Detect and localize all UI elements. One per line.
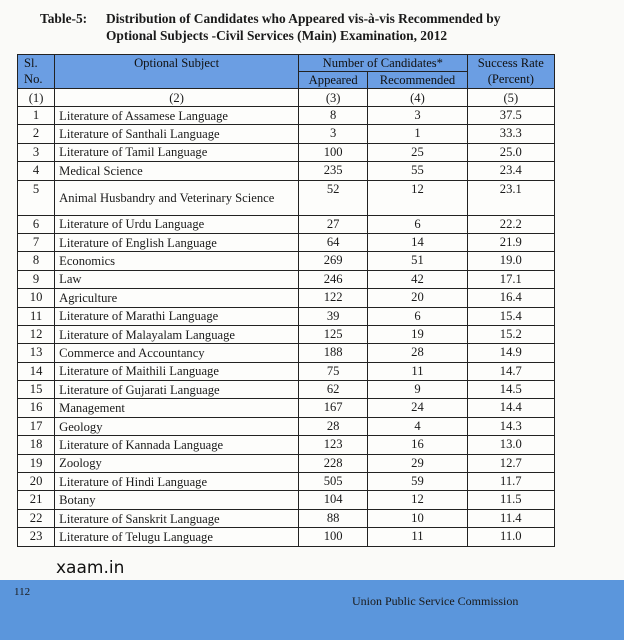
table-row xyxy=(18,381,555,399)
cell-appeared: 8 xyxy=(299,107,368,125)
cell-recommended: 25 xyxy=(368,143,467,161)
distribution-table xyxy=(17,54,555,547)
cell-success-rate: 16.4 xyxy=(467,289,554,307)
cell-recommended: 55 xyxy=(368,162,467,180)
cell-subject: Zoology xyxy=(55,454,299,472)
table-row xyxy=(18,509,555,527)
table-caption xyxy=(40,10,600,44)
header-success-rate: Success Rate (Percent) xyxy=(467,55,554,89)
cell-recommended: 20 xyxy=(368,289,467,307)
cell-appeared: 64 xyxy=(299,233,368,251)
page-number: 112 xyxy=(14,586,31,598)
table-row xyxy=(18,252,555,270)
table-row xyxy=(18,125,555,143)
cell-sl-no: 21 xyxy=(18,491,55,509)
cell-subject: Economics xyxy=(55,252,299,270)
cell-subject: Literature of Santhali Language xyxy=(55,125,299,143)
table-row xyxy=(18,362,555,380)
cell-appeared: 505 xyxy=(299,473,368,491)
cell-sl-no: 22 xyxy=(18,509,55,527)
table-row xyxy=(18,344,555,362)
cell-sl-no: 10 xyxy=(18,289,55,307)
cell-appeared: 3 xyxy=(299,125,368,143)
cell-sl-no: 6 xyxy=(18,215,55,233)
cell-success-rate: 25.0 xyxy=(467,143,554,161)
cell-appeared: 123 xyxy=(299,436,368,454)
cell-recommended: 11 xyxy=(368,362,467,380)
cell-subject: Animal Husbandry and Veterinary Science xyxy=(55,180,299,215)
cell-sl-no: 8 xyxy=(18,252,55,270)
cell-recommended: 12 xyxy=(368,491,467,509)
cell-success-rate: 15.2 xyxy=(467,325,554,343)
cell-success-rate: 11.7 xyxy=(467,473,554,491)
cell-appeared: 122 xyxy=(299,289,368,307)
column-index: (5) xyxy=(467,89,554,107)
header-optional-subject: Optional Subject xyxy=(55,55,299,89)
cell-success-rate: 14.7 xyxy=(467,362,554,380)
cell-sl-no: 14 xyxy=(18,362,55,380)
table-row xyxy=(18,454,555,472)
watermark: xaam.in xyxy=(56,558,125,578)
cell-subject: Commerce and Accountancy xyxy=(55,344,299,362)
header-number-of-candidates: Number of Candidates* xyxy=(299,55,468,72)
table-row xyxy=(18,307,555,325)
cell-appeared: 228 xyxy=(299,454,368,472)
cell-recommended: 51 xyxy=(368,252,467,270)
cell-sl-no: 11 xyxy=(18,307,55,325)
cell-sl-no: 17 xyxy=(18,417,55,435)
cell-sl-no: 3 xyxy=(18,143,55,161)
cell-appeared: 39 xyxy=(299,307,368,325)
header-recommended: Recommended xyxy=(368,72,467,89)
footer-organization: Union Public Service Commission xyxy=(352,594,519,608)
cell-recommended: 3 xyxy=(368,107,467,125)
header-appeared: Appeared xyxy=(299,72,368,89)
cell-recommended: 10 xyxy=(368,509,467,527)
cell-subject: Literature of Marathi Language xyxy=(55,307,299,325)
cell-success-rate: 22.2 xyxy=(467,215,554,233)
cell-subject: Botany xyxy=(55,491,299,509)
table-row xyxy=(18,325,555,343)
cell-recommended: 4 xyxy=(368,417,467,435)
cell-recommended: 14 xyxy=(368,233,467,251)
cell-appeared: 27 xyxy=(299,215,368,233)
table-row xyxy=(18,417,555,435)
cell-appeared: 235 xyxy=(299,162,368,180)
table-row xyxy=(18,491,555,509)
cell-success-rate: 23.4 xyxy=(467,162,554,180)
cell-success-rate: 14.4 xyxy=(467,399,554,417)
column-index-row xyxy=(18,89,555,107)
table-row xyxy=(18,107,555,125)
table-row xyxy=(18,399,555,417)
cell-recommended: 6 xyxy=(368,215,467,233)
cell-success-rate: 12.7 xyxy=(467,454,554,472)
cell-sl-no: 1 xyxy=(18,107,55,125)
cell-appeared: 125 xyxy=(299,325,368,343)
cell-success-rate: 11.0 xyxy=(467,528,554,546)
cell-success-rate: 33.3 xyxy=(467,125,554,143)
cell-subject: Geology xyxy=(55,417,299,435)
page-footer xyxy=(0,580,624,640)
cell-sl-no: 4 xyxy=(18,162,55,180)
cell-sl-no: 9 xyxy=(18,270,55,288)
cell-sl-no: 12 xyxy=(18,325,55,343)
cell-recommended: 16 xyxy=(368,436,467,454)
table-caption-line-2: Optional Subjects -Civil Services (Main) Examination, 2012 xyxy=(106,28,448,43)
cell-sl-no: 20 xyxy=(18,473,55,491)
cell-appeared: 269 xyxy=(299,252,368,270)
cell-subject: Literature of Urdu Language xyxy=(55,215,299,233)
cell-recommended: 1 xyxy=(368,125,467,143)
column-index: (4) xyxy=(368,89,467,107)
cell-subject: Literature of Assamese Language xyxy=(55,107,299,125)
cell-recommended: 6 xyxy=(368,307,467,325)
cell-recommended: 19 xyxy=(368,325,467,343)
cell-sl-no: 18 xyxy=(18,436,55,454)
cell-recommended: 28 xyxy=(368,344,467,362)
table-caption-line-1: Distribution of Candidates who Appeared vis-à-vis Recommended by xyxy=(106,11,501,26)
cell-recommended: 59 xyxy=(368,473,467,491)
cell-subject: Medical Science xyxy=(55,162,299,180)
cell-appeared: 52 xyxy=(299,180,368,215)
cell-appeared: 104 xyxy=(299,491,368,509)
column-index: (2) xyxy=(55,89,299,107)
cell-subject: Literature of Maithili Language xyxy=(55,362,299,380)
cell-recommended: 9 xyxy=(368,381,467,399)
table-row xyxy=(18,215,555,233)
cell-success-rate: 14.5 xyxy=(467,381,554,399)
cell-sl-no: 15 xyxy=(18,381,55,399)
cell-appeared: 62 xyxy=(299,381,368,399)
column-index: (3) xyxy=(299,89,368,107)
cell-appeared: 188 xyxy=(299,344,368,362)
cell-success-rate: 15.4 xyxy=(467,307,554,325)
table-caption-label: Table-5: xyxy=(40,11,88,26)
table-row xyxy=(18,289,555,307)
cell-sl-no: 13 xyxy=(18,344,55,362)
cell-subject: Literature of Malayalam Language xyxy=(55,325,299,343)
cell-appeared: 88 xyxy=(299,509,368,527)
cell-recommended: 29 xyxy=(368,454,467,472)
column-index: (1) xyxy=(18,89,55,107)
cell-subject: Literature of Tamil Language xyxy=(55,143,299,161)
table-row xyxy=(18,473,555,491)
cell-sl-no: 7 xyxy=(18,233,55,251)
cell-appeared: 75 xyxy=(299,362,368,380)
cell-appeared: 100 xyxy=(299,528,368,546)
cell-appeared: 100 xyxy=(299,143,368,161)
cell-subject: Literature of Telugu Language xyxy=(55,528,299,546)
cell-success-rate: 11.5 xyxy=(467,491,554,509)
cell-recommended: 24 xyxy=(368,399,467,417)
cell-sl-no: 2 xyxy=(18,125,55,143)
table-row xyxy=(18,233,555,251)
cell-sl-no: 16 xyxy=(18,399,55,417)
cell-appeared: 246 xyxy=(299,270,368,288)
cell-sl-no: 23 xyxy=(18,528,55,546)
header-sl-no: Sl. No. xyxy=(18,55,55,89)
table-row xyxy=(18,162,555,180)
cell-subject: Agriculture xyxy=(55,289,299,307)
cell-success-rate: 14.9 xyxy=(467,344,554,362)
table-row xyxy=(18,528,555,546)
cell-recommended: 42 xyxy=(368,270,467,288)
cell-success-rate: 13.0 xyxy=(467,436,554,454)
cell-success-rate: 37.5 xyxy=(467,107,554,125)
cell-success-rate: 19.0 xyxy=(467,252,554,270)
cell-appeared: 28 xyxy=(299,417,368,435)
cell-sl-no: 5 xyxy=(18,180,55,215)
cell-subject: Law xyxy=(55,270,299,288)
cell-success-rate: 14.3 xyxy=(467,417,554,435)
cell-appeared: 167 xyxy=(299,399,368,417)
table-row xyxy=(18,270,555,288)
cell-subject: Management xyxy=(55,399,299,417)
cell-sl-no: 19 xyxy=(18,454,55,472)
cell-subject: Literature of Gujarati Language xyxy=(55,381,299,399)
cell-subject: Literature of Kannada Language xyxy=(55,436,299,454)
table-row xyxy=(18,436,555,454)
cell-success-rate: 21.9 xyxy=(467,233,554,251)
cell-subject: Literature of Sanskrit Language xyxy=(55,509,299,527)
cell-success-rate: 23.1 xyxy=(467,180,554,215)
cell-recommended: 12 xyxy=(368,180,467,215)
table-row xyxy=(18,143,555,161)
cell-subject: Literature of Hindi Language xyxy=(55,473,299,491)
cell-recommended: 11 xyxy=(368,528,467,546)
table-row xyxy=(18,180,555,215)
cell-success-rate: 11.4 xyxy=(467,509,554,527)
cell-success-rate: 17.1 xyxy=(467,270,554,288)
cell-subject: Literature of English Language xyxy=(55,233,299,251)
